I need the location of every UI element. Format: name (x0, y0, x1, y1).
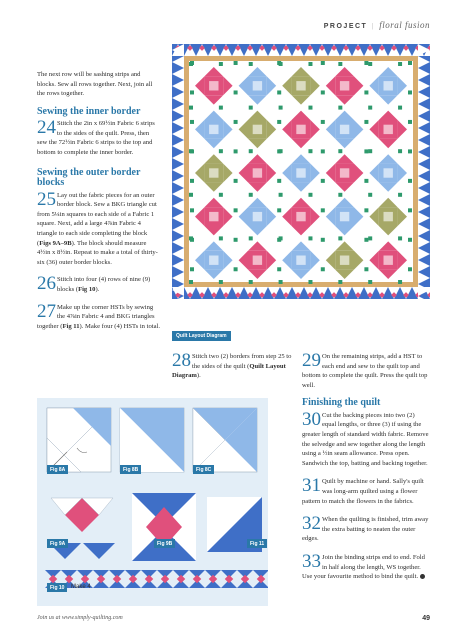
fig-8c-drawing (193, 408, 257, 472)
right-column (302, 352, 430, 582)
step-text: Stitch into four (4) rows of nine (9) blocks ( (57, 276, 151, 293)
step-number: 32 (302, 513, 321, 535)
left-column (37, 70, 160, 331)
step-text: Join the binding strips end to end. Fold in half along the length, WS together. Use your favourite method to bind the quilt. (302, 554, 425, 581)
step-text: ). (95, 286, 100, 293)
page-number: 49 (422, 615, 430, 622)
figures-drawing (37, 398, 268, 606)
step-number: 29 (302, 350, 321, 371)
step-24 (37, 119, 160, 157)
step-text: ). (196, 372, 201, 380)
step-text: ). The block should measure 4½in x 8½in. Repeat to make a total of thirty-six (36) outer border blocks. (37, 239, 158, 266)
step-28 (172, 352, 298, 381)
intro-text: The next row will be sashing strips and blocks. Sew all rows together. Next, join all the rows together. (37, 71, 153, 98)
fig-11-label: Fig 11 (247, 539, 267, 548)
project-label: PROJECT (323, 23, 368, 30)
step-31 (302, 477, 430, 506)
footer-url: Join us at www.simply-quilting.com (37, 615, 123, 621)
fig-8b-drawing (120, 408, 184, 472)
step-number: 31 (302, 475, 321, 497)
quilt-layout-label: Quilt Layout Diagram (172, 331, 231, 341)
fig-9a-label: Fig 9A (47, 539, 68, 548)
fig-8a-label: Fig 8A (47, 465, 68, 474)
step-number: 27 (37, 300, 56, 322)
fig-8c-label: Fig 8C (193, 465, 214, 474)
step-number: 28 (172, 350, 191, 371)
step-text: ). Make four (4) HSTs in total. (79, 322, 160, 330)
step-29 (302, 352, 430, 390)
fig-ref: Figs 9A–9B (39, 239, 72, 247)
step-text: Stitch the 2in x 69½in Fabric 6 strips to the sides of the quilt. Press, then sew the 72½in Fabric 6 strips to the top and bottom to complete the inner border. (37, 120, 155, 157)
step-number: 24 (37, 117, 56, 139)
fig-ref: Quilt Layout Diagram (172, 362, 286, 380)
fig-ref: Fig 11 (62, 322, 80, 330)
step-26 (37, 275, 160, 294)
step-text: Quilt by machine or hand. Sally's quilt was long-arm quilted using a flower pattern to match the flowers in the fabrics. (302, 478, 424, 505)
quilt-layout-image (172, 44, 430, 299)
fig-10-label: Fig 10 (47, 583, 67, 592)
header-separator: | (372, 22, 375, 30)
step-text: Cut the backing pieces into two (2) equal lengths, or three (3) if using the greater length of standard width fabric. Remove the selvedge and sew together along the length using a ½in seam allowance. Press open. Sandwich the top, batting and backing together. (302, 411, 429, 467)
step-text: Make up the corner HSTs by sewing the 4⅞in Fabric 4 and BKG triangles together ( (37, 303, 155, 330)
figures-panel (37, 398, 268, 606)
step-30 (302, 408, 430, 469)
heading-inner-border: Sewing the inner border (37, 105, 141, 117)
fig-9b-label: Fig 9B (154, 539, 175, 548)
step-32 (302, 515, 430, 544)
step-text: When the quilting is finished, trim away the extra batting to neaten the outer edges. (302, 516, 429, 543)
step-number: 25 (37, 188, 56, 210)
step-27 (37, 300, 160, 332)
step-number: 30 (302, 408, 321, 430)
step-33 (302, 553, 430, 582)
step-25 (37, 188, 160, 268)
step-text: Stitch two (2) borders from step 25 to the sides of the quilt ( (192, 353, 292, 370)
step-text: Lay out the fabric pieces for an outer border block. Sew a BKG triangle cut from 5¼in squares to each side of a Fabric 1 square. Next, add a large 4⅞in Fabric 4 triangle to each side completing the block ( (37, 191, 157, 247)
fig-9b-drawing (132, 493, 196, 561)
heading-finishing: Finishing the quilt (302, 397, 381, 409)
step-number: 26 (37, 273, 56, 295)
make-4-note: Make 4 (71, 584, 91, 590)
fig-8a-drawing (47, 408, 111, 472)
fig-8b-label: Fig 8B (120, 465, 141, 474)
step-number: 33 (302, 551, 321, 572)
end-mark-icon (420, 574, 425, 579)
heading-outer-border: Sewing the outer border blocks (37, 166, 141, 189)
fig-9a-drawing (49, 498, 115, 559)
running-header (324, 20, 430, 30)
step-text: On the remaining strips, add a HST to each end and sew to the quilt top and bottom to complete the quilt. Press the quilt top well. (302, 353, 428, 389)
fig-ref: Fig 10 (78, 286, 96, 293)
project-title: floral fusion (379, 20, 430, 30)
